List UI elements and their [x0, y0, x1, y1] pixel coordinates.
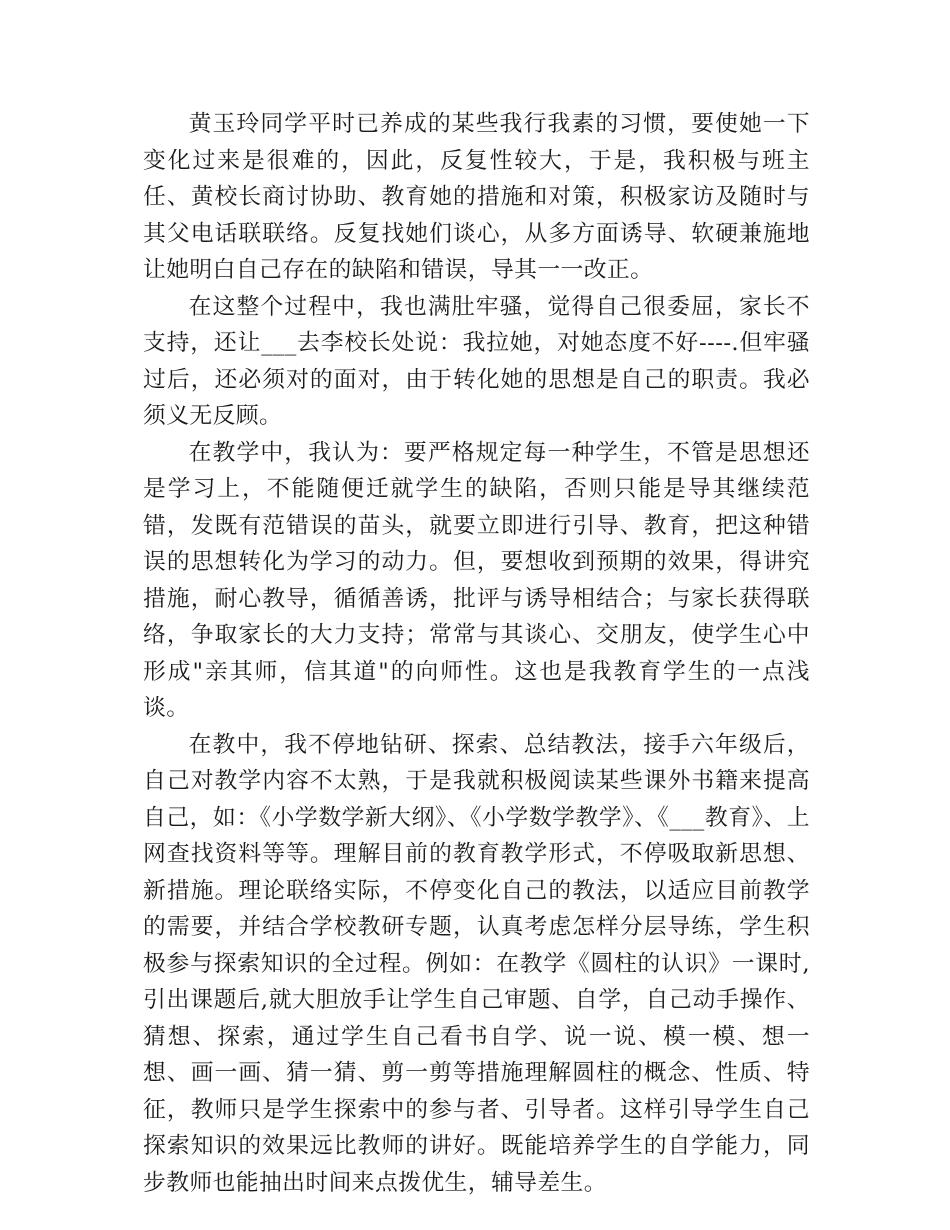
paragraph-4: 在教中，我不停地钻研、探索、总结教法，接手六年级后，自己对教学内容不太熟，于是我就积极阅读某些课外书籍来提高自己，如：《小学数学新大纲》、《小学数学教学》、《___教育》、上网查找资料等等。理解目前的教育教学形式，不停吸取新思想、新措施。理论联络实际，不停变化自己的教法，以适应目前教学的需要，并结合学校教研专题，认真考虑怎样分层导练，学生积极参与探索知识的全过程。例如：在教学《圆柱的认识》一课时,引出课题后,就大胆放手让学生自己审题、自学，自己动手操作、猜想、探索，通过学生自己看书自学、说一说、模一模、想一想、画一画、猜一猜、剪一剪等措施理解圆柱的概念、性质、特征，教师只是学生探索中的参与者、引导者。这样引导学生自己探索知识的效果远比教师的讲好。既能培养学生的自学能力，同步教师也能抽出时间来点拨优生，辅导差生。 — [143, 731, 810, 1196]
document-body — [143, 106, 810, 1201]
paragraph-1: 黄玉玲同学平时已养成的某些我行我素的习惯，要使她一下变化过来是很难的，因此，反复性较大，于是，我积极与班主任、黄校长商讨协助、教育她的措施和对策，积极家访及随时与其父电话联联络。反复找她们谈心，从多方面诱导、软硬兼施地让她明白自己存在的缺陷和错误，导其一一改正。 — [143, 111, 810, 283]
paragraph-2: 在这整个过程中，我也满肚牢骚，觉得自己很委屈，家长不支持，还让___去李校长处说：我拉她，对她态度不好----.但牢骚过后，还必须对的面对，由于转化她的思想是自己的职责。我必须义无反顾。 — [143, 293, 810, 429]
paragraph-3: 在教学中，我认为：要严格规定每一种学生，不管是思想还是学习上，不能随便迁就学生的缺陷，否则只能是导其继续范错，发既有范错误的苗头，就要立即进行引导、教育，把这种错误的思想转化为学习的动力。但，要想收到预期的效果，得讲究措施，耐心教导，循循善诱，批评与诱导相结合；与家长获得联络，争取家长的大力支持；常常与其谈心、交朋友，使学生心中形成"亲其师，信其道"的向师性。这也是我教育学生的一点浅谈。 — [143, 439, 810, 721]
